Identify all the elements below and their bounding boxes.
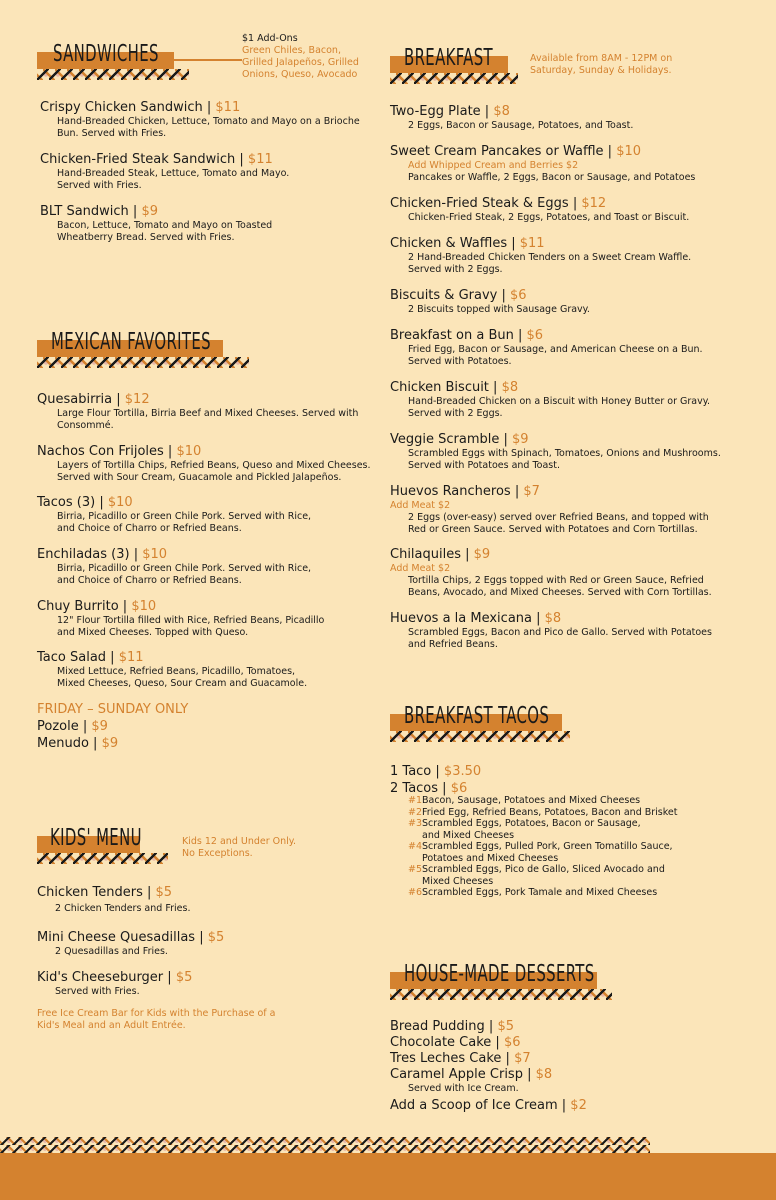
breakfast-title: BREAKFAST xyxy=(404,45,493,71)
list-item: Caramel Apple Crisp | $8 xyxy=(390,1067,553,1082)
decorative-pattern xyxy=(390,73,518,84)
menu-item: Tacos (3) | $10 Birria, Picadillo or Green Chile Pork. Served with Rice, and Choice of Charro or Refried Beans. xyxy=(37,495,312,534)
menu-item: Chicken-Fried Steak & Eggs | $12 Chicken-Fried Steak, 2 Eggs, Potatoes, and Toast or Biscuit. xyxy=(390,196,690,223)
menu-item: Chicken Biscuit | $8 Hand-Breaded Chicken on a Biscuit with Honey Butter or Gravy. Served with 2 Eggs. xyxy=(390,380,711,419)
menu-item: Chilaquiles | $9 Add Meat $2 Tortilla Chips, 2 Eggs topped with Red or Green Sauce, Refried Beans, Avocado, and Mixed Cheeses. Served with Corn Tortillas. xyxy=(390,547,712,598)
list-item: Chocolate Cake | $6 xyxy=(390,1035,521,1050)
menu-item: Chicken-Fried Steak Sandwich | $11 Hand-Breaded Steak, Lettuce, Tomato and Mayo. Served with Fries. xyxy=(40,152,290,191)
mexican-title: MEXICAN FAVORITES xyxy=(51,329,211,355)
desserts-heading xyxy=(390,960,750,1000)
list-item: Bread Pudding | $5 xyxy=(390,1019,514,1034)
menu-item: Sweet Cream Pancakes or Waffle | $10 Add Whipped Cream and Berries $2 Pancakes or Waffle, 2 Eggs, Bacon or Sausage, and Potatoes xyxy=(390,144,696,183)
list-item: Add a Scoop of Ice Cream | $2 xyxy=(390,1097,587,1113)
kids-section xyxy=(37,824,382,1031)
menu-item: Enchiladas (3) | $10 Birria, Picadillo or Green Chile Pork. Served with Rice, and Choice of Charro or Refried Beans. xyxy=(37,547,312,586)
list-item: #1Bacon, Sausage, Potatoes and Mixed Cheeses xyxy=(408,795,641,806)
menu-item: Nachos Con Frijoles | $10 Layers of Tortilla Chips, Refried Beans, Queso and Mixed Cheeses. Served with Sour Cream, Guacamole and Pickled Jalapeños. xyxy=(37,444,371,483)
breakfast-tacos-title: BREAKFAST TACOS xyxy=(404,703,550,729)
kids-title: KIDS' MENU xyxy=(50,825,142,851)
list-item: #6Scrambled Eggs, Pork Tamale and Mixed Cheeses xyxy=(408,887,658,898)
breakfast-tacos-heading xyxy=(390,702,750,742)
sandwich-addons: $1 Add-Ons Green Chiles, Bacon, Grilled Jalapeños, Grilled Onions, Queso, Avocado xyxy=(242,33,359,80)
breakfast-tacos-section xyxy=(390,702,750,898)
decorative-pattern xyxy=(37,357,249,368)
list-item: #3 Scrambled Eggs, Potatoes, Bacon or Sausage, and Mixed Cheeses xyxy=(408,818,641,841)
breakfast-section xyxy=(390,44,750,650)
list-item: #2Fried Egg, Refried Beans, Potatoes, Bacon and Brisket xyxy=(408,806,678,818)
menu-item: Biscuits & Gravy | $6 2 Biscuits topped with Sausage Gravy. xyxy=(390,288,590,315)
menu-item: Two-Egg Plate | $8 2 Eggs, Bacon or Sausage, Potatoes, and Toast. xyxy=(390,104,634,131)
decorative-pattern xyxy=(37,853,168,864)
sandwiches-section xyxy=(37,33,382,243)
menu-item: Kid's Cheeseburger | $5 Served with Fries. xyxy=(37,970,193,997)
menu-item: BLT Sandwich | $9 Bacon, Lettuce, Tomato and Mayo on Toasted Wheatberry Bread. Served with Fries. xyxy=(40,204,273,243)
footer-pattern xyxy=(0,1137,650,1153)
menu-item: Chuy Burrito | $10 12" Flour Tortilla filled with Rice, Refried Beans, Picadillo and Mixed Cheeses. Topped with Queso. xyxy=(37,599,325,638)
kids-age-note: Kids 12 and Under Only. No Exceptions. xyxy=(182,836,297,859)
menu-item: Breakfast on a Bun | $6 Fried Egg, Bacon or Sausage, and American Cheese on a Bun. Served with Potatoes. xyxy=(390,328,703,367)
menu-item: Taco Salad | $11 Mixed Lettuce, Refried Beans, Picadillo, Tomatoes, Mixed Cheeses, Queso, Sour Cream and Guacamole. xyxy=(37,650,308,689)
list-item: #5 Scrambled Eggs, Pico de Gallo, Sliced Avocado and Mixed Cheeses xyxy=(408,864,665,887)
heading-rule xyxy=(174,59,242,61)
mexican-section xyxy=(37,328,382,751)
menu-item: Crispy Chicken Sandwich | $11 Hand-Breaded Chicken, Lettuce, Tomato and Mayo on a Brioche Bun. Served with Fries. xyxy=(40,100,360,139)
dessert-list: Bread Pudding | $5 Chocolate Cake | $6 Tres Leches Cake | $7 Caramel Apple Crisp | $8 Served with Ice Cream. Add a Scoop of Ice Cream | $2 xyxy=(390,1019,750,1114)
kids-ice-cream-note: Free Ice Cream Bar for Kids with the Purchase of a Kid's Meal and an Adult Entrée. xyxy=(37,1008,276,1031)
menu-item: Mini Cheese Quesadillas | $5 2 Quesadillas and Fries. xyxy=(37,930,225,957)
mexican-heading xyxy=(37,328,382,368)
decorative-pattern xyxy=(390,989,612,1000)
list-item: Tres Leches Cake | $7 xyxy=(390,1051,531,1066)
sandwiches-title: SANDWICHES xyxy=(53,41,159,67)
weekend-specials: FRIDAY – SUNDAY ONLY Pozole | $9 Menudo | $9 xyxy=(37,702,189,751)
desserts-section xyxy=(390,960,750,1113)
footer-band xyxy=(0,1153,776,1200)
taco-options xyxy=(390,795,750,899)
menu-item: Veggie Scramble | $9 Scrambled Eggs with Spinach, Tomatoes, Onions and Mushrooms. Served with Potatoes and Toast. xyxy=(390,432,721,471)
decorative-pattern xyxy=(37,69,189,80)
list-item: #4 Scrambled Eggs, Pulled Pork, Green Tomatillo Sauce, Potatoes and Mixed Cheeses xyxy=(408,841,673,864)
menu-item: Huevos Rancheros | $7 Add Meat $2 2 Eggs (over-easy) served over Refried Beans, and topped with Red or Green Sauce. Served with Potatoes and Corn Tortillas. xyxy=(390,484,709,535)
desserts-title: HOUSE-MADE DESSERTS xyxy=(404,961,595,987)
taco-pricing: 1 Taco | $3.50 2 Tacos | $6 xyxy=(390,764,482,796)
menu-item: Quesabirria | $12 Large Flour Tortilla, Birria Beef and Mixed Cheeses. Served with Consommé. xyxy=(37,392,359,431)
decorative-pattern xyxy=(390,731,570,742)
menu-item: Chicken & Waffles | $11 2 Hand-Breaded Chicken Tenders on a Sweet Cream Waffle. Served with 2 Eggs. xyxy=(390,236,692,275)
menu-item: Huevos a la Mexicana | $8 Scrambled Eggs, Bacon and Pico de Gallo. Served with Potatoes and Refried Beans. xyxy=(390,611,712,650)
breakfast-availability: Available from 8AM - 12PM on Saturday, Sunday & Holidays. xyxy=(530,53,673,76)
menu-item: Chicken Tenders | $5 2 Chicken Tenders and Fries. xyxy=(37,885,191,914)
